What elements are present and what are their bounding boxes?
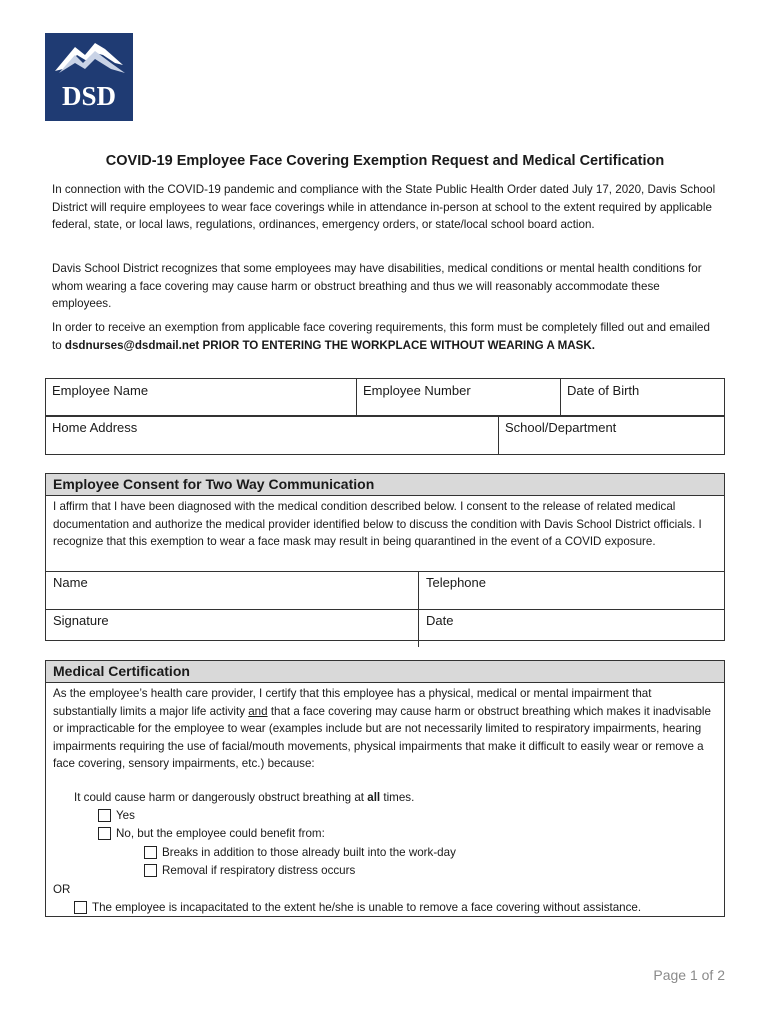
consent-signature-field[interactable]: Signature — [46, 610, 419, 647]
medical-text — [46, 683, 724, 773]
or-label: OR — [53, 883, 71, 896]
incapacitated-label: The employee is incapacitated to the extent he/she is unable to remove a face covering without assistance. — [92, 901, 642, 914]
no-label: No, but the employee could benefit from: — [116, 827, 325, 840]
option-incapacitated[interactable] — [74, 900, 641, 915]
consent-name-field[interactable]: Name — [46, 572, 419, 609]
home-address-field[interactable]: Home Address — [46, 416, 499, 455]
date-of-birth-field[interactable]: Date of Birth — [561, 379, 725, 417]
employee-name-field[interactable]: Employee Name — [46, 379, 357, 417]
employee-info-row-1 — [45, 378, 725, 417]
removal-label: Removal if respiratory distress occurs — [162, 864, 356, 877]
consent-heading: Employee Consent for Two Way Communication — [46, 474, 724, 496]
option-removal[interactable] — [144, 863, 355, 878]
consent-text: I affirm that I have been diagnosed with the medical condition described below. I consent to the release of related medical documentation and authorize the medical provider identified below to discuss the condition with Davis School District officials. I recognize that this exemption to wear a face mask may result in being quarantined in the event of a COVID exposure. — [53, 500, 702, 549]
instructions-paragraph — [52, 319, 722, 354]
question-text-b: times. — [383, 791, 415, 804]
breaks-label: Breaks in addition to those already built into the work-day — [162, 846, 456, 859]
medical-text-b: that a face covering may cause harm or obstruct breathing which makes it inadvisable or impracticable for the employee to wear (examples include but are not necessarily limited to respiratory impairments, hearing impairments requiring the use of facial/mouth movements, physical impairments that make it difficult to easily wear or remove a face covering, sensory impairments, etc.) because: — [53, 704, 711, 771]
breaks-checkbox[interactable] — [144, 846, 157, 859]
incapacitated-checkbox[interactable] — [74, 901, 87, 914]
email-link[interactable]: dsdnurses@dsdmail.net — [64, 338, 200, 352]
consent-row-2 — [46, 609, 724, 647]
intro-paragraph: In connection with the COVID-19 pandemic and compliance with the State Public Health Order dated July 17, 2020, Davis School District will require employees to wear face coverings while in attendance in-person at school to the extent required by applicable federal, state, or local laws, regulations, ordinances, emergency orders, or state/local school board action. — [52, 183, 716, 232]
form-title: COVID-19 Employee Face Covering Exemption Request and Medical Certification — [105, 153, 665, 169]
employee-info-row-2 — [45, 415, 725, 455]
medical-text-a: As the employee’s health care provider, I certify that this employee has a physical, medical or mental impairment that substantially limits a major life activity — [53, 687, 652, 718]
question-all: all — [367, 791, 381, 804]
breathing-question — [74, 790, 414, 805]
employee-number-field[interactable]: Employee Number — [357, 379, 561, 417]
medical-heading: Medical Certification — [46, 661, 724, 683]
option-yes[interactable] — [98, 808, 135, 823]
dsd-logo — [45, 33, 133, 121]
consent-date-field[interactable]: Date — [426, 613, 454, 628]
page-number: Page 1 of 2 — [653, 967, 725, 983]
accommodation-paragraph: Davis School District recognizes that some employees may have disabilities, medical conditions or mental health conditions for whom wearing a face covering may cause harm or obstruct breathing and thus we will reasonably accommodate these employees. — [52, 262, 702, 311]
question-text-a: It could cause harm or dangerously obstruct breathing at — [74, 791, 365, 804]
no-checkbox[interactable] — [98, 827, 111, 840]
removal-checkbox[interactable] — [144, 864, 157, 877]
option-breaks[interactable] — [144, 845, 456, 860]
consent-section — [45, 473, 725, 641]
medical-text-and: and — [248, 704, 268, 718]
option-no[interactable] — [98, 826, 325, 841]
logo-text: DSD — [61, 81, 116, 111]
instructions-warning: PRIOR TO ENTERING THE WORKPLACE WITHOUT WEARING A MASK. — [202, 338, 595, 352]
yes-label: Yes — [116, 809, 135, 822]
consent-telephone-field[interactable]: Telephone — [426, 575, 486, 590]
instructions-text: In order to receive an exemption from applicable face covering requirements, this form must be completely filled out and emailed to — [52, 321, 710, 352]
yes-checkbox[interactable] — [98, 809, 111, 822]
consent-row-1 — [46, 571, 724, 609]
medical-section — [45, 660, 725, 917]
school-department-field[interactable]: School/Department — [499, 416, 725, 455]
